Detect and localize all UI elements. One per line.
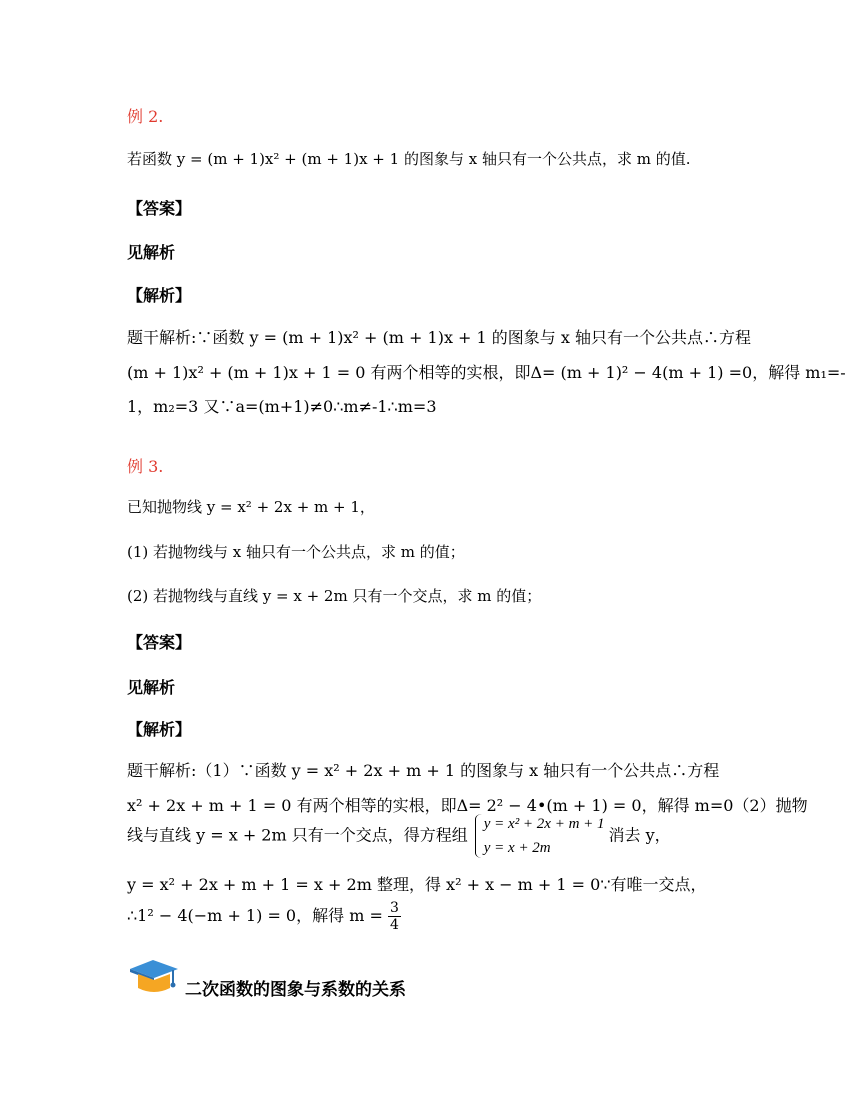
example-3-analysis-line-4: y = x² + 2x + m + 1 = x + 2m 整理，得 x² + x − m + 1 = 0∵有唯一交点，: [127, 875, 707, 894]
system-intro-text: 线与直线 y = x + 2m 只有一个交点，得方程组: [127, 825, 468, 845]
fraction-three-quarters: [388, 900, 401, 933]
example-3-analysis-line-3: [127, 812, 671, 860]
example-3-answer-label: 【答案】: [127, 633, 192, 652]
example-3-analysis-line-1: 题干解析:（1）∵函数 y = x² + 2x + m + 1 的图象与 x 轴只有一个公共点∴方程: [127, 761, 720, 780]
system-outro-text: 消去 y，: [608, 825, 671, 845]
system-equation-2: y = x + 2m: [483, 840, 551, 856]
example-2-analysis-line-2: (m + 1)x² + (m + 1)x + 1 = 0 有两个相等的实根，即Δ= (m + 1)² − 4(m + 1) =0，解得 m₁=-: [127, 363, 846, 382]
fraction-denominator: 4: [389, 917, 399, 933]
example-2-answer-text: 见解析: [127, 243, 176, 262]
final-step-text: ∴1² − 4(−m + 1) = 0，解得 m =: [127, 906, 383, 925]
example-2-question: 若函数 y = (m + 1)x² + (m + 1)x + 1 的图象与 x 轴只有一个公共点，求 m 的值.: [127, 150, 691, 168]
system-equation-1: y = x² + 2x + m + 1: [483, 816, 605, 832]
example-2-analysis-line-1: 题干解析:∵函数 y = (m + 1)x² + (m + 1)x + 1 的图象与 x 轴只有一个公共点∴方程: [127, 328, 752, 347]
example-2-analysis-label: 【解析】: [127, 286, 192, 305]
example-3-question-1: (1) 若抛物线与 x 轴只有一个公共点，求 m 的值；: [127, 543, 465, 561]
fraction-numerator: 3: [389, 900, 399, 916]
example-3-question-2: (2) 若抛物线与直线 y = x + 2m 只有一个交点，求 m 的值；: [127, 587, 542, 605]
example-2-analysis-line-3: 1，m₂=3 又∵a=(m+1)≠0∴m≠-1∴m=3: [127, 397, 437, 416]
example-3-analysis-line-5: [127, 900, 401, 933]
section-heading: 二次函数的图象与系数的关系: [185, 980, 406, 1000]
example-2-answer-label: 【答案】: [127, 199, 192, 218]
example-3-intro: 已知抛物线 y = x² + 2x + m + 1，: [127, 498, 375, 516]
example-2-title: 例 2.: [127, 107, 164, 126]
example-3-analysis-line-2: x² + 2x + m + 1 = 0 有两个相等的实根，即Δ= 2² − 4•(m + 1) = 0，解得 m=0（2）抛物: [127, 796, 808, 815]
example-3-title: 例 3.: [127, 457, 164, 476]
example-3-analysis-label: 【解析】: [127, 720, 192, 739]
example-3-answer-text: 见解析: [127, 678, 176, 697]
equation-system: [472, 812, 605, 860]
graduation-cap-icon: [127, 957, 181, 997]
